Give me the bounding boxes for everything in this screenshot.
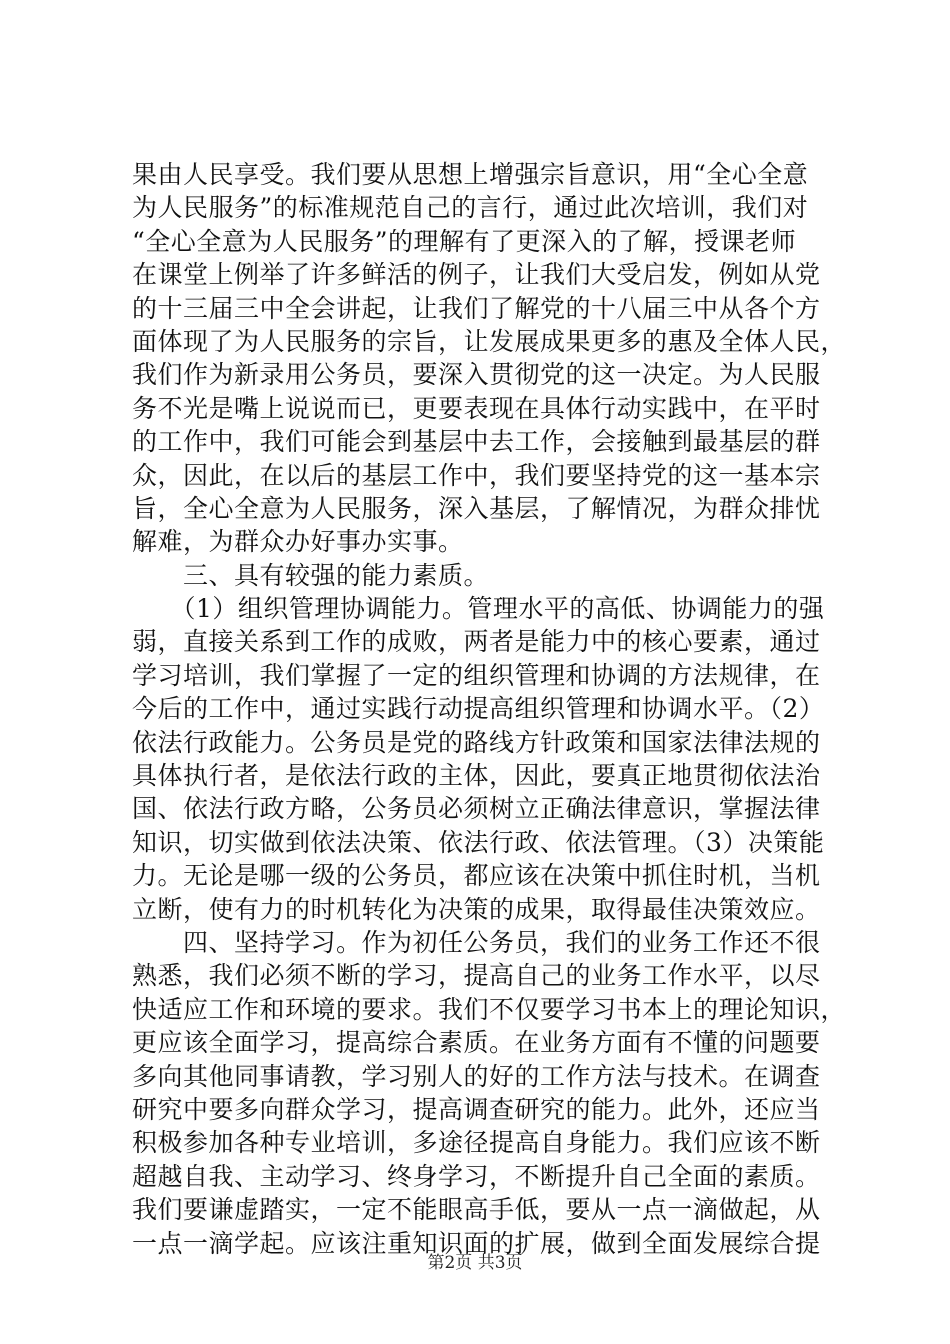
text-line: 依法行政能力。公务员是党的路线方针政策和国家法律法规的 (132, 727, 821, 757)
text-line: 更应该全面学习，提高综合素质。在业务方面有不懂的问题要 (132, 1028, 821, 1058)
text-line: 多向其他同事请教，学习别人的好的工作方法与技术。在调查 (132, 1061, 821, 1091)
text-line: 一点一滴学起。应该注重知识面的扩展，做到全面发展综合提 (132, 1228, 821, 1258)
text-line: 具体执行者，是依法行政的主体，因此，要真正地贯彻依法治 (132, 761, 821, 791)
text-line: 面体现了为人民服务的宗旨，让发展成果更多的惠及全体人民， (132, 326, 847, 356)
text-line: 研究中要多向群众学习，提高调查研究的能力。此外，还应当 (132, 1094, 821, 1124)
text-line: “全心全意为人民服务”的理解有了更深入的了解，授课老师 (132, 226, 797, 256)
page-number: 第2页 共3页 (427, 1253, 523, 1273)
text-line: 国、依法行政方略，公务员必须树立正确法律意识，掌握法律 (132, 794, 821, 824)
text-line: 果由人民享受。我们要从思想上增强宗旨意识，用“全心全意 (132, 160, 809, 189)
text-line: 众，因此，在以后的基层工作中，我们要坚持党的这一基本宗 (132, 460, 821, 490)
text-line: 学习培训，我们掌握了一定的组织管理和协调的方法规律，在 (132, 660, 821, 690)
text-line: 熟悉，我们必须不断的学习，提高自己的业务工作水平，以尽 (132, 961, 821, 991)
text-line: 弱，直接关系到工作的成败，两者是能力中的核心要素，通过 (132, 627, 821, 657)
section-heading: 三、具有较强的能力素质。 (132, 560, 490, 590)
section-heading: 四、坚持学习。作为初任公务员，我们的业务工作还不很 (132, 927, 821, 957)
text-line: 我们要谦虚踏实，一定不能眼高手低，要从一点一滴做起，从 (132, 1195, 821, 1225)
page-footer (0, 1252, 950, 1274)
text-line: 积极参加各种专业培训，多途径提高自身能力。我们应该不断 (132, 1128, 821, 1158)
text-line: 的工作中，我们可能会到基层中去工作，会接触到最基层的群 (132, 427, 821, 457)
text-line: 今后的工作中，通过实践行动提高组织管理和协调水平。（2） (132, 694, 825, 724)
text-line: 务不光是嘴上说说而已，更要表现在具体行动实践中，在平时 (132, 393, 821, 423)
document-body (132, 158, 847, 1260)
text-line: 超越自我、主动学习、终身学习，不断提升自己全面的素质。 (132, 1161, 821, 1191)
text-line: 的十三届三中全会讲起，让我们了解党的十八届三中从各个方 (132, 293, 821, 323)
text-line: 为人民服务”的标准规范自己的言行，通过此次培训，我们对 (132, 193, 809, 223)
text-line: 在课堂上例举了许多鲜活的例子，让我们大受启发，例如从党 (132, 260, 821, 290)
text-line: 快适应工作和环境的要求。我们不仅要学习书本上的理论知识， (132, 994, 847, 1024)
text-line: 旨，全心全意为人民服务，深入基层，了解情况，为群众排忧 (132, 493, 821, 523)
text-line: 力。无论是哪一级的公务员，都应该在决策中抓住时机，当机 (132, 861, 821, 891)
text-line: 立断，使有力的时机转化为决策的成果，取得最佳决策效应。 (132, 894, 821, 924)
text-line: 解难，为群众办好事办实事。 (132, 527, 464, 557)
text-line: （1）组织管理协调能力。管理水平的高低、协调能力的强 (132, 594, 825, 624)
text-line: 知识，切实做到依法决策、依法行政、依法管理。（3）决策能 (132, 827, 825, 857)
text-line: 我们作为新录用公务员，要深入贯彻党的这一决定。为人民服 (132, 360, 821, 390)
